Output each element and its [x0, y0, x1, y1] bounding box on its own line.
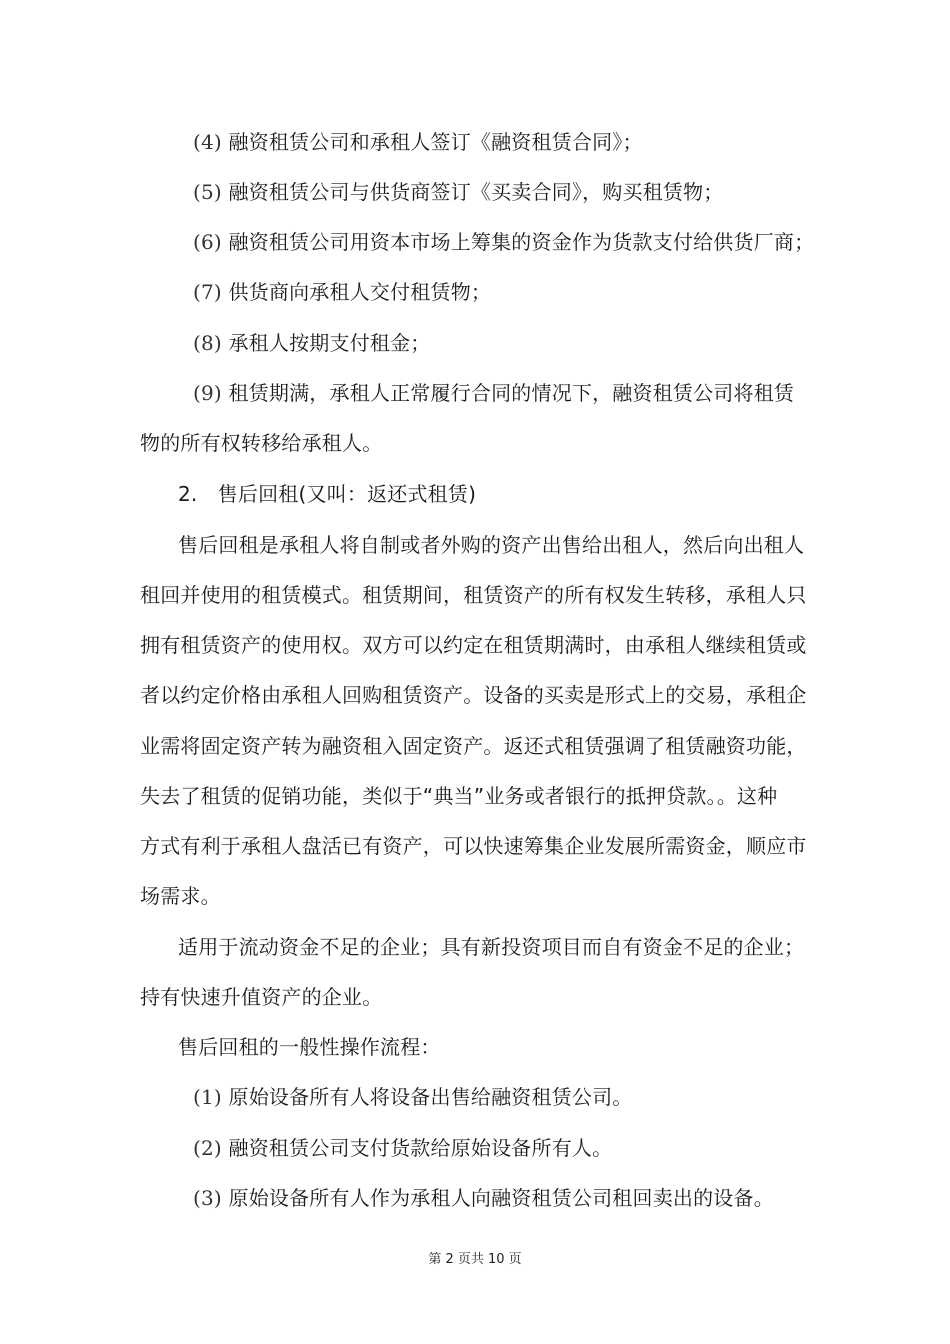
paragraph-line: 失去了租赁的促销功能，类似于“典当”业务或者银行的抵押贷款。。这种	[140, 784, 778, 808]
step-number: (8)	[193, 331, 222, 355]
page-footer: 第 2 页共 10 页	[428, 1252, 522, 1267]
step-number: (5)	[193, 180, 222, 204]
step-number: (9)	[193, 381, 222, 405]
step-item-6	[193, 230, 814, 254]
step-number: (3)	[193, 1186, 222, 1210]
paragraph-line: 拥有租赁资产的使用权。双方可以约定在租赁期满时，由承租人继续租赁或	[140, 633, 807, 657]
flow-step-2	[193, 1136, 612, 1160]
paragraph-line: 业需将固定资产转为融资租入固定资产。返还式租赁强调了租赁融资功能，	[140, 734, 807, 758]
paragraph-line: 方式有利于承租人盘活已有资产，可以快速筹集企业发展所需资金，顺应市	[140, 834, 807, 858]
step-text: 承租人按期支付租金；	[228, 331, 431, 355]
step-number: (7)	[193, 280, 222, 304]
flow-step-1	[193, 1085, 633, 1109]
step-item-9	[193, 381, 794, 405]
step-text: 融资租赁公司与供货商签订《买卖合同》，购买租赁物；	[228, 180, 724, 204]
step-number: (6)	[193, 230, 222, 254]
step-text: 原始设备所有人将设备出售给融资租赁公司。	[228, 1085, 633, 1109]
step-item-4	[193, 130, 643, 154]
step-text: 供货商向承租人交付租赁物；	[228, 280, 492, 304]
step-item-5	[193, 180, 724, 204]
paragraph-line: 适用于流动资金不足的企业；具有新投资项目而自有资金不足的企业；	[178, 935, 805, 959]
step-item-7	[193, 280, 491, 304]
step-text: 融资租赁公司和承租人签订《融资租赁合同》；	[228, 130, 643, 154]
paragraph-line: 场需求。	[140, 884, 221, 908]
step-text: 租赁期满，承租人正常履行合同的情况下，融资租赁公司将租赁	[228, 381, 795, 405]
step-text: 融资租赁公司支付货款给原始设备所有人。	[228, 1136, 613, 1160]
paragraph-line: 售后回租是承租人将自制或者外购的资产出售给出租人，然后向出租人	[178, 533, 805, 557]
step-number: (2)	[193, 1136, 222, 1160]
step-text: 原始设备所有人作为承租人向融资租赁公司租回卖出的设备。	[228, 1186, 774, 1210]
step-item-8	[193, 331, 431, 355]
paragraph-line: 租回并使用的租赁模式。租赁期间，租赁资产的所有权发生转移，承租人只	[140, 583, 807, 607]
step-9-continuation: 物的所有权转移给承租人。	[140, 431, 383, 455]
flow-step-3	[193, 1186, 774, 1210]
step-text: 融资租赁公司用资本市场上筹集的资金作为货款支付给供货厂商；	[228, 230, 815, 254]
paragraph-line: 持有快速升值资产的企业。	[140, 985, 383, 1009]
section-heading: 2. 售后回租(又叫：返还式租赁)	[178, 482, 477, 506]
step-number: (1)	[193, 1085, 222, 1109]
step-number: (4)	[193, 130, 222, 154]
paragraph-line: 者以约定价格由承租人回购租赁资产。设备的买卖是形式上的交易，承租企	[140, 683, 807, 707]
flow-heading: 售后回租的一般性操作流程：	[178, 1035, 441, 1059]
